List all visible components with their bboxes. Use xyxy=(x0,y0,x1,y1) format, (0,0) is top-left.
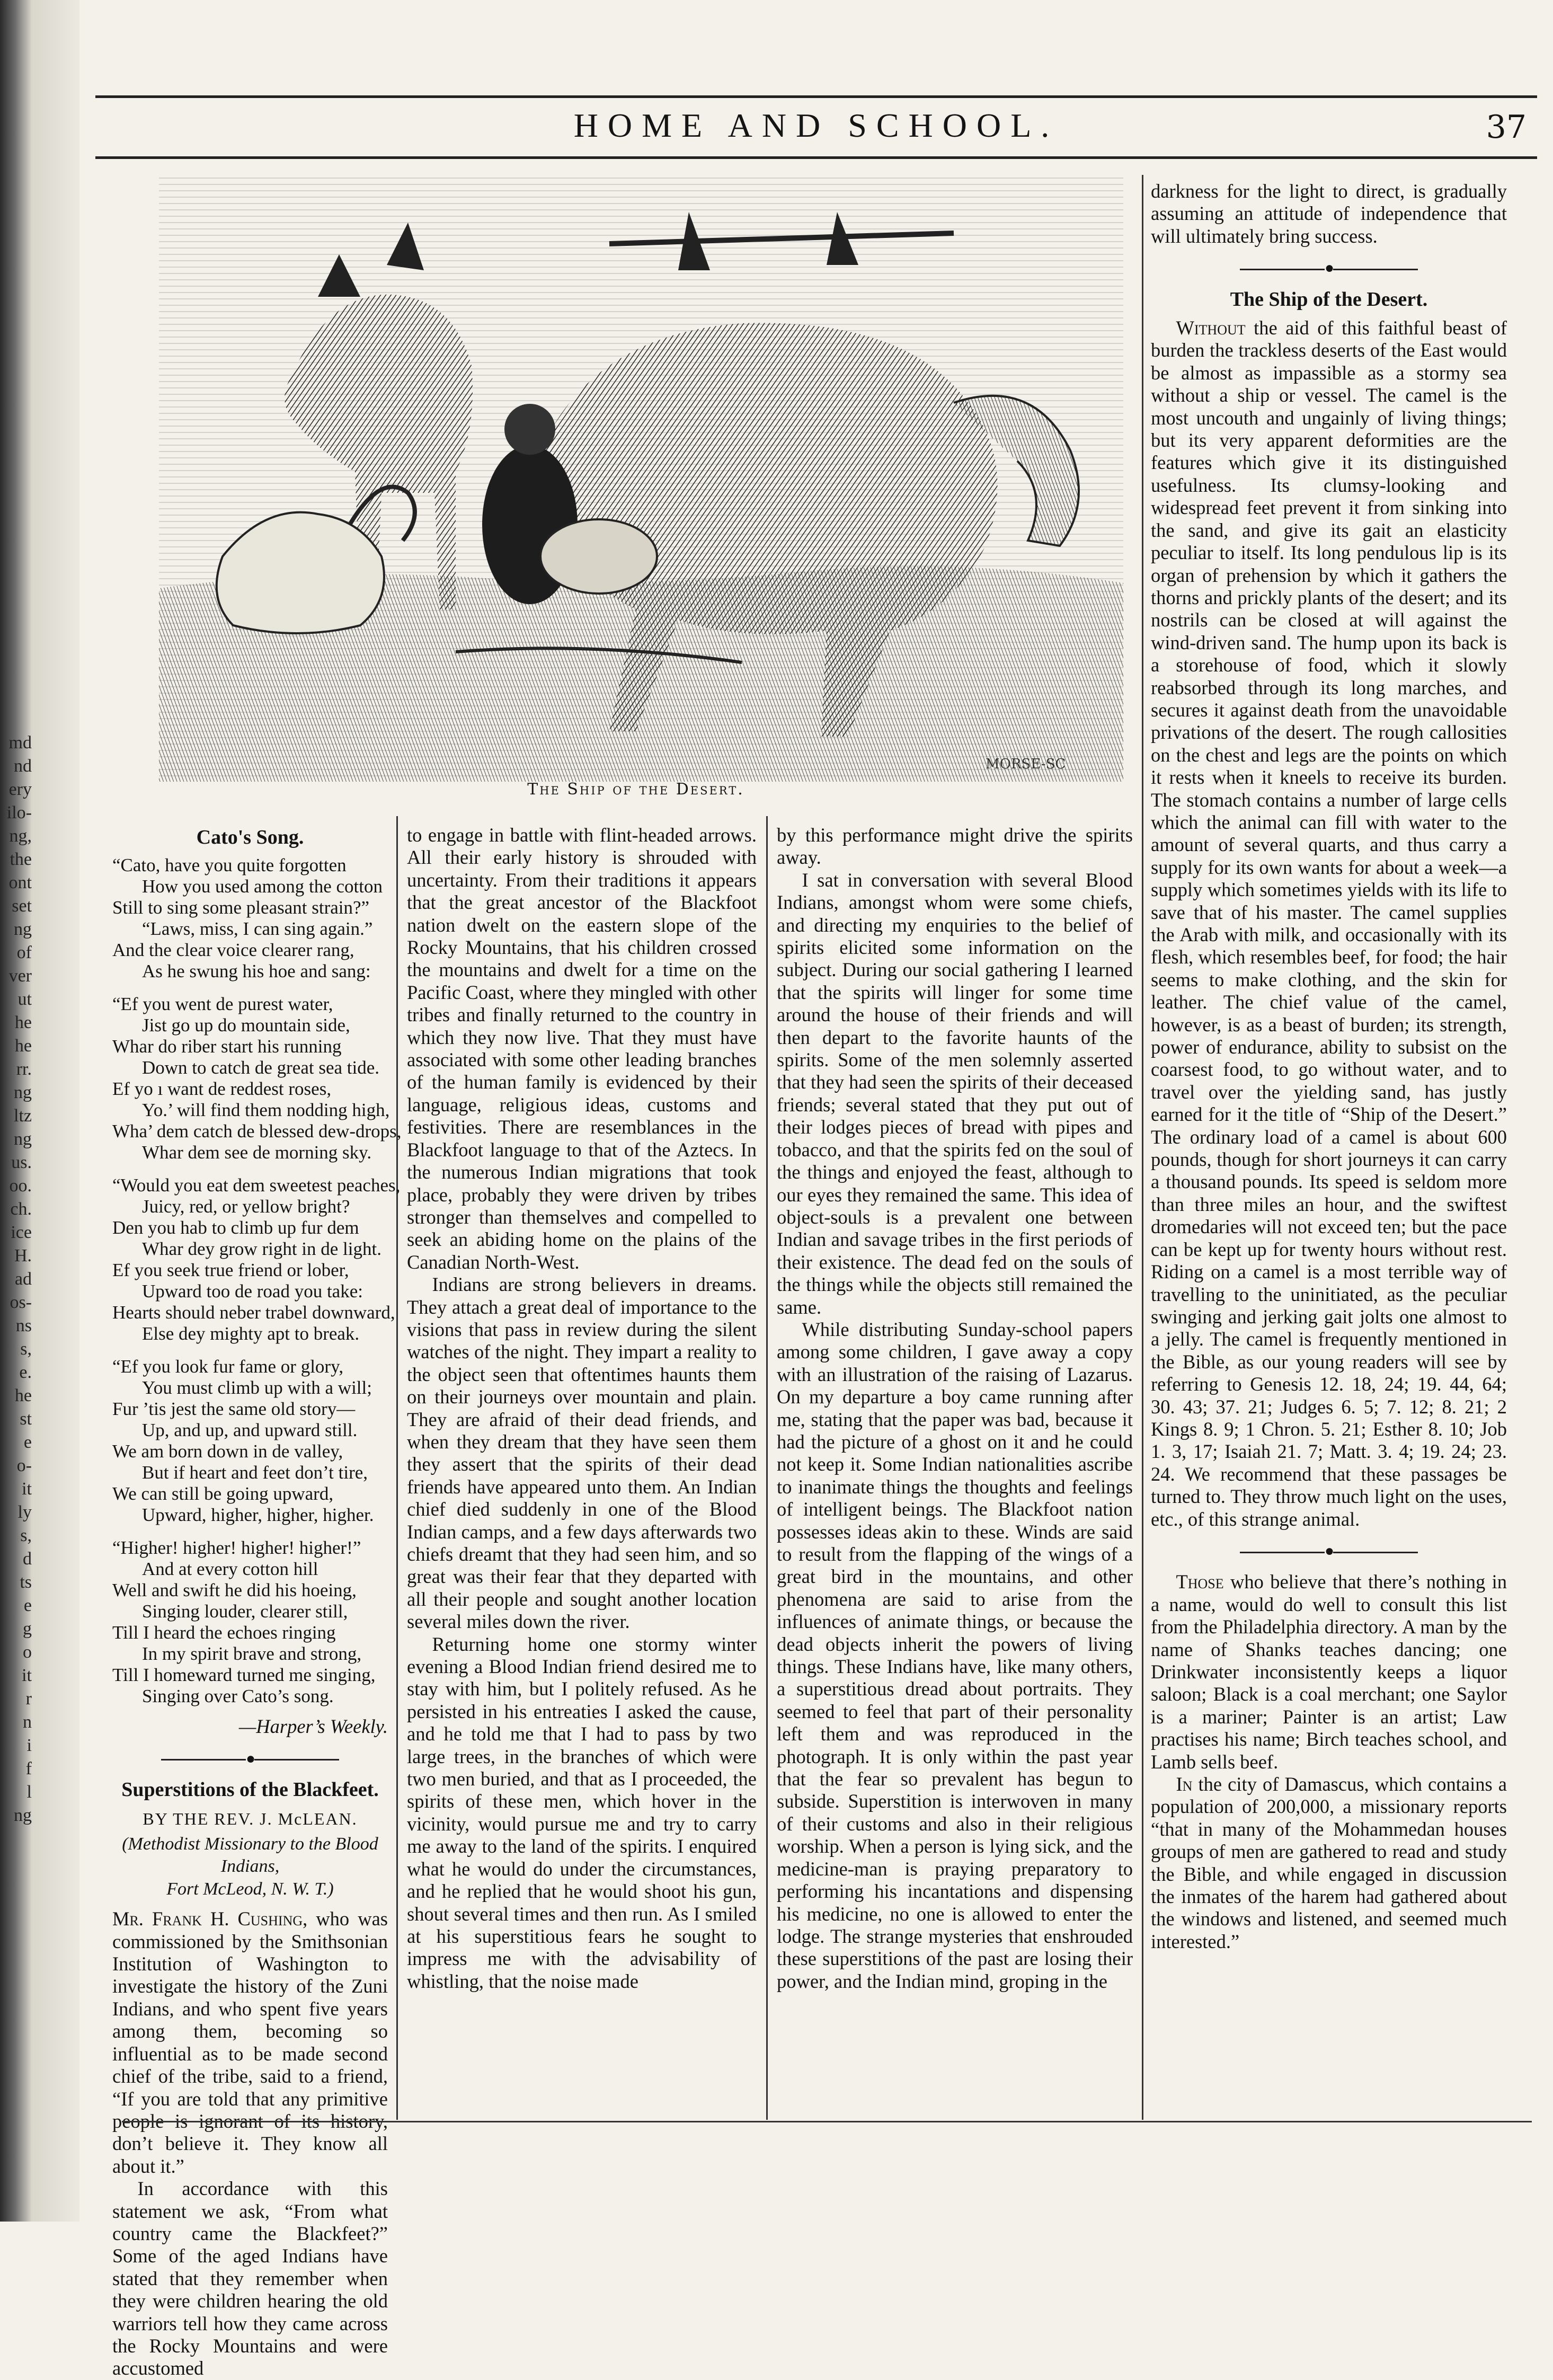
edge-fragment: ng xyxy=(14,1083,32,1102)
section-divider: ● xyxy=(112,1748,388,1770)
adjacent-page-fragment xyxy=(0,731,32,1827)
poem-line: Whar dem see de morning sky. xyxy=(142,1142,372,1163)
paragraph: by this performance might drive the spirits away. xyxy=(777,824,1133,869)
edge-fragment: d xyxy=(23,1549,32,1569)
poem-stanza xyxy=(112,855,388,982)
poem-line: Jist go up do mountain side, xyxy=(142,1015,350,1036)
edge-fragment: the xyxy=(10,850,32,869)
paragraph: who was commissioned by the Smithsonian Institution of Washington to investigate the history of the Zuni Indians, and who spent five years among them, becoming so influential as to be made second chief of the tribe, said to a friend, “If you are told that any primitive people is ignorant of its history, don’t believe it. They know all about it.” xyxy=(112,1908,388,2177)
poem-stanza xyxy=(112,994,402,1163)
poem-line: “Laws, miss, I can sing again.” xyxy=(142,918,373,940)
edge-fragment: rr. xyxy=(16,1059,32,1079)
edge-fragment: he xyxy=(14,1013,32,1032)
column-1 xyxy=(112,824,402,2380)
poem-line: “Higher! higher! higher! higher!” xyxy=(112,1537,361,1559)
edge-fragment: i xyxy=(26,1736,32,1755)
edge-fragment: r xyxy=(25,1689,32,1709)
edge-fragment: ts xyxy=(20,1572,32,1592)
column-4 xyxy=(1151,180,1507,1953)
column-rule xyxy=(766,816,768,2120)
edge-fragment: md xyxy=(8,733,32,753)
poem-line: We am born down in de valley, xyxy=(112,1441,343,1462)
poem-line: Well and swift he did his hoeing, xyxy=(112,1580,357,1601)
poem-source: —Harper’s Weekly. xyxy=(238,1715,388,1738)
edge-fragment: nd xyxy=(14,756,32,776)
edge-fragment: ch. xyxy=(10,1199,32,1219)
poem-stanza xyxy=(112,1175,401,1344)
poem-line: And at every cotton hill xyxy=(142,1559,318,1580)
lead-word: Without xyxy=(1176,317,1246,339)
column-2 xyxy=(407,824,757,1993)
poem-line: Whar do riber start his running xyxy=(112,1036,342,1057)
poem-line: Down to catch de great sea tide. xyxy=(142,1057,380,1078)
edge-fragment: ng, xyxy=(9,826,32,846)
column-3 xyxy=(777,824,1133,1993)
edge-fragment: ver xyxy=(8,966,32,986)
edge-fragment: s, xyxy=(20,1339,32,1359)
edge-fragment: ng xyxy=(14,1129,32,1149)
edge-fragment: o- xyxy=(16,1456,32,1475)
poem-line: Up, and up, and upward still. xyxy=(142,1420,358,1441)
edge-fragment: e. xyxy=(19,1362,32,1382)
poem-line: And the clear voice clearer rang, xyxy=(112,940,354,961)
poem-line: “Would you eat dem sweetest peaches, xyxy=(112,1175,401,1196)
edge-fragment: of xyxy=(16,943,32,962)
poem-stanza xyxy=(112,1537,388,1707)
edge-fragment: it xyxy=(22,1479,32,1499)
edge-fragment: g xyxy=(23,1619,32,1639)
edge-fragment: set xyxy=(12,896,32,916)
edge-fragment: os- xyxy=(10,1293,32,1312)
poem-line: In my spirit brave and strong, xyxy=(142,1643,362,1665)
poem-line: Till I heard the echoes ringing xyxy=(112,1622,336,1643)
column-rule xyxy=(1142,175,1143,2120)
poem-line: “Ef you went de purest water, xyxy=(112,994,333,1015)
edge-fragment: l xyxy=(26,1782,32,1802)
edge-fragment: ng xyxy=(14,1806,32,1825)
edge-fragment: f xyxy=(25,1759,32,1779)
illustration-caption: The Ship of the Desert. xyxy=(527,780,744,799)
poem-line: Yo.’ will find them nodding high, xyxy=(142,1100,390,1121)
edge-fragment: ns xyxy=(15,1316,32,1335)
poem-line: Den you hab to climb up fur dem xyxy=(112,1217,359,1238)
article-title-ship: The Ship of the Desert. xyxy=(1230,288,1428,311)
lead-word: Those xyxy=(1176,1571,1224,1593)
section-divider: ● xyxy=(1151,1540,1507,1562)
poem-line: Singing over Cato’s song. xyxy=(142,1686,334,1707)
column-rule xyxy=(396,816,398,2120)
section-divider: ● xyxy=(1151,257,1507,279)
edge-fragment: he xyxy=(14,1036,32,1056)
poem-line: Wha’ dem catch de blessed dew-drops, xyxy=(112,1121,402,1142)
poem-line: “Cato, have you quite forgotten xyxy=(112,855,347,876)
article-byline: BY THE REV. J. McLEAN. xyxy=(143,1809,358,1828)
poem-line: You must climb up with a will; xyxy=(142,1377,372,1399)
article-title-blackfeet: Superstitions of the Blackfeet. xyxy=(121,1779,379,1801)
edge-fragment: ng xyxy=(14,919,32,939)
edge-fragment: e xyxy=(23,1596,32,1615)
poem-line: Singing louder, clearer still, xyxy=(142,1601,348,1622)
poem-line: But if heart and feet don’t tire, xyxy=(142,1462,368,1483)
edge-fragment: o xyxy=(23,1642,32,1662)
edge-fragment: s, xyxy=(20,1526,32,1545)
paragraph: to engage in battle with flint-headed arrows. All their early history is shrouded with uncertainty. From their traditions it appears that the great ancestor of the Blackfoot nation dwelt on the eastern slope of the Rocky Mountains, that his children crossed the mountains and dwelt for a time on the Pacific Coast, where they mingled with other tribes and finally returned to the country in which they now live. That they must have associated with some other leading branches of the human family is evidenced by their language, religious ideas, customs and festivities. There are resemblances in the Blackfoot language to that of the Aztecs. In the numerous Indian migrations that took place, probably they were driven by tribes stronger than themselves and compelled to seek an abiding home on the plains of the Canadian North-West. xyxy=(407,824,757,1273)
poem-line: As he swung his hoe and sang: xyxy=(142,961,371,982)
poem-line: Still to sing some pleasant strain?” xyxy=(112,897,370,918)
engraver-signature: MORSE-SC xyxy=(986,756,1066,772)
paragraph: the aid of this faithful beast of burden the trackless deserts of the East would be almost as impassible as a stormy sea without a ship or vessel. The camel is the most uncouth and ungainly of living things; but its very apparent deformities are the features which give it its distinguished usefulness. Its clumsy-looking and widespread feet prevent it from sinking into the sand, and give its gait an elasticity peculiar to itself. Its long pendulous lip is its organ of prehension by which it gathers the thorns and prickly plants of the desert; and its nostrils can be closed at will against the wind-driven sand. The hump upon its back is a storehouse of food, which it slowly reabsorbed through its long marches, and secures it against death from the unavoidable privations of the desert. The rough callosities on the chest and legs are the points on which it rests when it kneels to receive its burden. The stomach contains a number of large cells which the animal can fill with water to the amount of several quarts, and thus carry a supply for its own wants for about a week—a supply which sometimes yields with its life to save that of his master. The camel supplies the Arab with milk, and occasionally with its flesh, which resembles beef, for food; the hair seems to make clothing, and the skin for leather. The chief value of the camel, however, is as a beast of burden; its strength, power of endurance, ability to subsist on the coarsest food, to go without water, and to travel over the yielding sand, has justly earned for it the title of “Ship of the Desert.” The ordinary load of a camel is about 600 pounds, though for short journeys it can carry a thousand pounds. Its speed is seldom more than three miles an hour, and the swiftest dromedaries will not exceed ten; but the pace can be kept up for twenty hours without rest. Riding on a camel is a most terrible way of travelling to the uninitiated, as the peculiar swinging and jerking gait jolts one almost to a jelly. The camel is frequently mentioned in the Bible, as our young readers will see by referring to Genesis 12. 18, 24; 19. 44, 64; 30. 43; 37. 21; Judges 6. 5; 7. 12; 8. 21; 2 Kings 8. 9; 1 Chron. 5. 21; Esther 8. 10; Job 1. 3, 17; Isaiah 21. 7; Matt. 3. 4; 19. 24; 23. 24. We recommend that these passages be turned to. They throw much light on the uses, etc., of this strange animal. xyxy=(1151,317,1507,1530)
poem-line: Ef yo ı want de reddest roses, xyxy=(112,1078,332,1100)
edge-fragment: ilo- xyxy=(6,803,32,822)
poem-line: Juicy, red, or yellow bright? xyxy=(142,1196,350,1217)
edge-fragment: ltz xyxy=(14,1106,32,1126)
paragraph: darkness for the light to direct, is gradually assuming an attitude of independence that will ultimately bring success. xyxy=(1151,180,1507,247)
paragraph: Indians are strong believers in dreams. They attach a great deal of importance to the visions that pass in review during the silent watches of the night. They impart a reality to the object seen that oftentimes haunts them on their journeys over mountain and plain. They are afraid of their dead friends, and when they dream that they have seen them they assert that the spirits of their dead friends have appeared unto them. An Indian chief died suddenly in one of the Blood Indian camps, and a few days afterwards two chiefs dreamt that they had seen him, and so great was their fear that they departed with all their people and sought another location several miles down the river. xyxy=(407,1273,757,1633)
header-rule-top xyxy=(95,95,1537,98)
footer-rule xyxy=(122,2121,1532,2122)
edge-fragment: ont xyxy=(8,873,32,892)
poem-line: Else dey mighty apt to break. xyxy=(142,1323,360,1344)
poem-line: “Ef you look fur fame or glory, xyxy=(112,1356,344,1377)
edge-fragment: e xyxy=(23,1432,32,1452)
poem-line: Whar dey grow right in de light. xyxy=(142,1238,381,1260)
lead-name: Mr. Frank H. Cushing, xyxy=(112,1908,308,1930)
edge-fragment: n xyxy=(23,1712,32,1732)
lead-word: In xyxy=(1176,1773,1193,1795)
page-number: 37 xyxy=(1486,109,1527,146)
edge-fragment: us. xyxy=(11,1153,32,1172)
edge-fragment: ut xyxy=(17,989,32,1009)
poem-line: Hearts should neber trabel downward, xyxy=(112,1302,395,1323)
newspaper-page xyxy=(79,0,1553,2379)
edge-fragment: he xyxy=(14,1386,32,1405)
header-rule-bottom xyxy=(95,156,1537,159)
edge-fragment: ly xyxy=(17,1502,32,1522)
paragraph: I sat in conversation with several Blood Indians, amongst whom were some chiefs, and directing my enquiries to the belief of spirits elicited some information on the subject. During our social gathering I learned that the spirits will linger for some time around the house of their friends and will then depart to the favorite haunts of the spirits. Some of the men solemnly asserted that they had seen the spirits of their deceased friends; several stated that they put out of their lodges pieces of bread with pipes and tobacco, and that the spirits fed on the soul of the things and enjoyed the feast, although to our eyes they remained the same. This idea of object-souls is a prevalent one between Indian and savage tribes in the first periods of their existence. The dead fed on the souls of the things while the objects still remained the same. xyxy=(777,869,1133,1318)
poem-line: Upward, higher, higher, higher. xyxy=(142,1505,374,1526)
poem-title: Cato's Song. xyxy=(196,826,304,848)
masthead-title: HOME AND SCHOOL. xyxy=(573,107,1059,144)
edge-fragment: ice xyxy=(11,1223,32,1242)
edge-fragment: oo. xyxy=(9,1176,32,1196)
poem-line: Fur ’tis jest the same old story— xyxy=(112,1399,356,1420)
article-affiliation: (Methodist Missionary to the Blood Indians, Fort McLeod, N. W. T.) xyxy=(122,1834,378,1899)
paragraph: who believe that there’s nothing in a name, would do well to consult this list from the Philadelphia directory. A man by the name of Shanks teaches dancing; one Drinkwater inconsistently keeps a liquor saloon; Black is a coal merchant; one Saylor is a mariner; Painter is an artist; Law practises his name; Birch teaches school, and Lamb sells beef. xyxy=(1151,1571,1507,1773)
poem-line: We can still be going upward, xyxy=(112,1483,334,1505)
poem-line: Upward too de road you take: xyxy=(142,1281,363,1302)
poem-stanza xyxy=(112,1356,388,1526)
poem-line: How you used among the cotton xyxy=(142,876,383,897)
edge-fragment: ad xyxy=(14,1269,32,1289)
poem-line: Ef you seek true friend or lober, xyxy=(112,1260,349,1281)
edge-fragment: it xyxy=(22,1666,32,1685)
edge-fragment: ery xyxy=(8,780,32,799)
camel-engraving xyxy=(159,175,1123,782)
poem-catos-song xyxy=(112,855,402,1707)
edge-fragment: H. xyxy=(14,1246,32,1266)
edge-fragment: st xyxy=(20,1409,32,1429)
paragraph: While distributing Sunday-school papers among some children, I gave away a copy with an illustration of the raising of Lazarus. On my departure a boy came running after me, stating that the paper was bad, because it had the picture of a ghost on it and he could not keep it. Some Indian nationalities ascribe to inanimate things the thoughts and feelings of intelligent beings. The Blackfoot nation possesses ideas akin to these. Winds are said to result from the flapping of the wings of a great bird in the mountains, and other phenomena are said to arise from the influences of animate things, or because the dead objects inherit the powers of living things. These Indians have, like many others, a superstitious dread about portraits. They seemed to feel that part of their personality left them and was reproduced in the photograph. It is only within the past year that the fear so prevalent has begun to subside. Superstition is interwoven in many of their customs and also in their religious worship. When a person is lying sick, and the medicine-man is praying preparatory to performing his incantations and dispensing his medicine, no one is allowed to enter the lodge. The strange mysteries that enshrouded these superstitions of the past are losing their power, and the Indian mind, groping in the xyxy=(777,1318,1133,1992)
poem-line: Till I homeward turned me singing, xyxy=(112,1665,376,1686)
paragraph: In accordance with this statement we ask, “From what country came the Blackfeet?” Some of the aged Indians have stated that they remember when they were children hearing the old warriors tell how they came across the Rocky Mountains and were accustomed xyxy=(112,2178,388,2379)
paragraph: the city of Damascus, which contains a population of 200,000, a missionary reports “that in many of the Mohammedan houses groups of men are gathered to read and study the Bible, and while engaged in discussion the inmates of the harem had gathered about the windows and listened, and seemed much interested.” xyxy=(1151,1773,1507,1952)
paragraph: Returning home one stormy winter evening a Blood Indian friend desired me to stay with him, but I politely refused. As he persisted in his entreaties I asked the cause, and he told me that I had to pass by two large trees, in the branches of which were two men buried, and that as I proceeded, the spirits of these men, which hover in the vicinity, would pursue me and try to carry me away to the land of the spirits. I enquired what he would do under the circumstances, and he replied that he would shoot his gun, shout several times and then run. As I smiled at his superstitious fears he sought to impress me with the advisability of whistling, that the noise made xyxy=(407,1633,757,1992)
